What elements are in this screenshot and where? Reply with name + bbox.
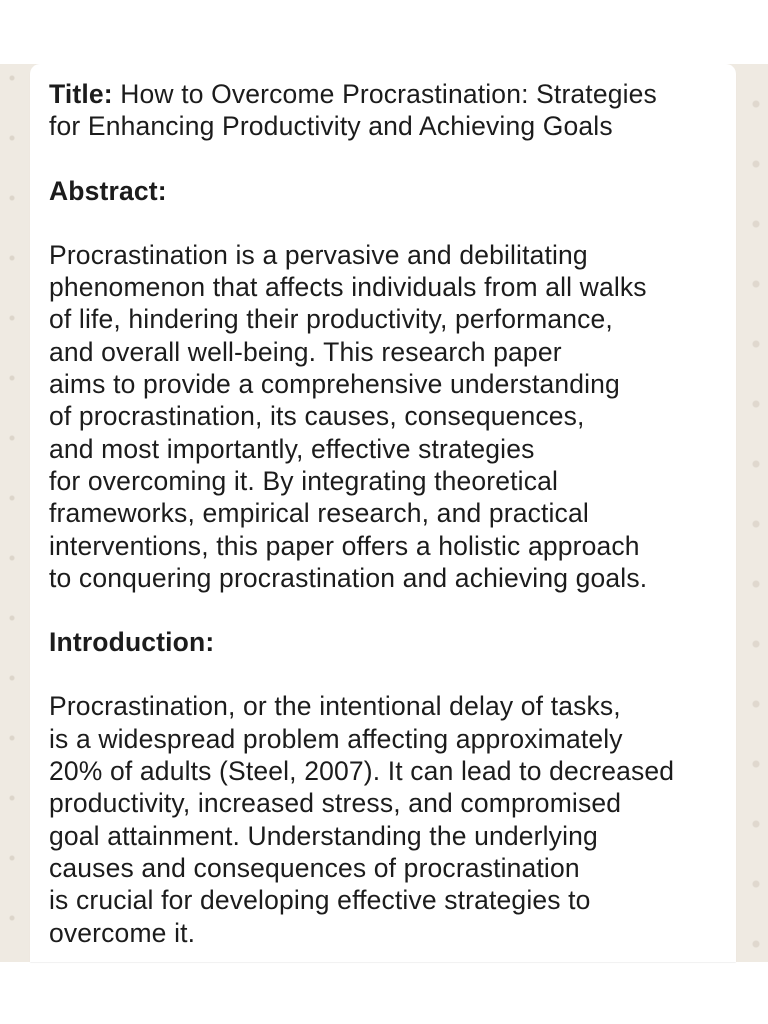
title-text: How to Overcome Procrastination: Strategies for Enhancing Productivity and Achieving Goals	[49, 79, 657, 142]
bottom-band	[0, 962, 768, 1024]
title-label: Title:	[49, 79, 113, 109]
abstract-body: Procrastination is a pervasive and debilitating phenomenon that affects individuals from all walks of life, hindering their productivity, performance, and overall well-being. This research paper aims to provide a comprehensive understanding of procrastination, its causes, consequences, and most importantly, effective strategies for overcoming it. By integrating theoretical frameworks, empirical research, and practical interventions, this paper offers a holistic approach to conquering procrastination and achieving goals.	[49, 239, 648, 593]
message-text[interactable]	[49, 78, 729, 949]
abstract-heading: Abstract:	[49, 175, 167, 206]
title-line	[49, 78, 729, 143]
introduction-body: Procrastination, or the intentional delay of tasks, is a widespread problem affecting approximately 20% of adults (Steel, 2007). It can lead to decreased productivity, increased stress, and compromised goal attainment. Understanding the underlying causes and consequences of procrastination is crucial for developing effective strategies to overcome it.	[49, 691, 675, 948]
introduction-heading: Introduction:	[49, 627, 215, 658]
top-band	[0, 0, 768, 64]
